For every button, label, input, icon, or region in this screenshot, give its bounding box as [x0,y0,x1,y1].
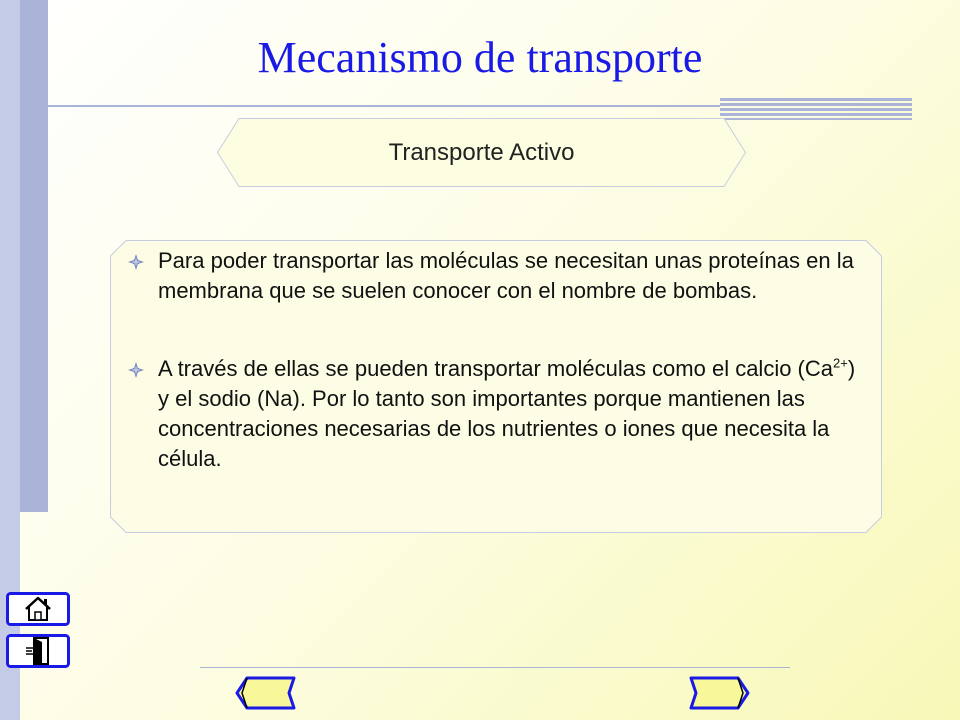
bullet-text: Para poder transportar las moléculas se necesitan unas proteínas en la membrana que se suelen conocer con el nombre de bombas. [158,248,854,303]
diamond-bullet-icon [128,362,144,378]
bullet-text-before: A través de ellas se pueden transportar moléculas como el calcio (Ca [158,356,834,381]
bottom-divider [200,667,790,668]
home-button[interactable] [6,592,70,626]
title-underline-accent [720,98,912,120]
bullet-superscript: 2+ [833,355,848,371]
bullet-text-after: ) y el sodio (Na). Por lo tanto son importantes porque mantienen las concentraciones necesarias de los nutrientes o iones que necesita la célula. [158,356,856,471]
subtitle: Transporte Activo [388,138,575,166]
info-button[interactable] [6,634,70,668]
forward-button[interactable] [688,676,752,710]
page-title: Mecanismo de transporte [257,33,703,82]
title-underline [40,105,720,107]
back-button[interactable] [233,676,297,710]
bullet-item [128,354,858,474]
bullet-list [128,246,858,474]
diamond-bullet-icon [128,254,144,270]
bullet-item [128,246,858,306]
